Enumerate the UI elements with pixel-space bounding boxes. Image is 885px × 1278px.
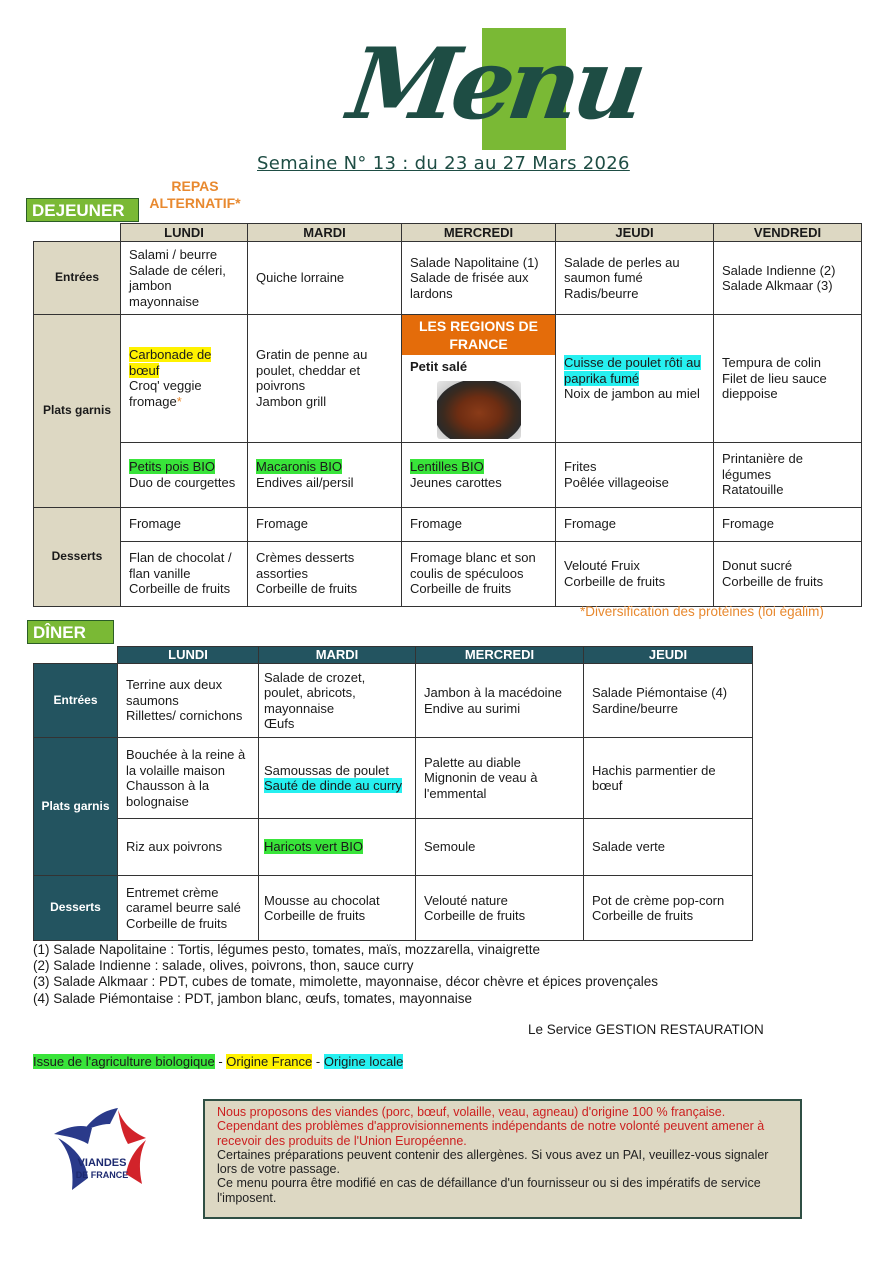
menu-cell [416, 738, 584, 819]
dish-origine-locale: Sauté de dinde au curry [264, 778, 403, 793]
row-label-entrees: Entrées [34, 242, 121, 315]
dish: Terrine aux deux saumons [126, 677, 223, 708]
day-header: MARDI [248, 224, 402, 242]
menu-cell [402, 442, 556, 507]
dish: Corbeille de fruits [410, 581, 512, 597]
dejeuner-fromage-row [34, 507, 862, 541]
dish: Salade Alkmaar (3) [722, 278, 833, 293]
protein-note: *Diversification des protéines (loi égalim) [580, 604, 824, 619]
dish [129, 347, 239, 378]
diner-plats-row [34, 738, 753, 819]
dish [256, 459, 393, 475]
dish: Sardine/beurre [592, 700, 678, 716]
dejeuner-entrees-row [34, 242, 862, 315]
menu-cell [556, 315, 714, 443]
dish: Corbeille de fruits [256, 581, 358, 597]
menu-cell [584, 876, 753, 941]
menu-cell [118, 876, 259, 941]
dish: Salade de frisée aux lardons [410, 270, 529, 301]
dish: Rillettes/ cornichons [126, 708, 243, 724]
dish: Mignonin de veau à l'emmental [424, 770, 538, 801]
menu-cell [259, 738, 416, 819]
dish: Flan de chocolat / flan vanille [129, 550, 232, 581]
dish: Ratatouille [722, 482, 784, 498]
menu-cell: Fromage [248, 507, 402, 541]
day-header: LUNDI [121, 224, 248, 242]
service-signature: Le Service GESTION RESTAURATION [528, 1022, 764, 1037]
day-header: MERCREDI [416, 647, 584, 664]
notice-box [203, 1099, 802, 1219]
dish: Filet de lieu sauce dieppoise [722, 370, 827, 401]
menu-cell [402, 242, 556, 315]
dish [264, 778, 407, 794]
dish: Tempura de colin [722, 355, 821, 370]
dish: Hachis parmentier de bœuf [592, 762, 716, 793]
menu-cell [248, 442, 402, 507]
dish: Jeunes carottes [410, 474, 502, 490]
day-header: LUNDI [118, 647, 259, 664]
day-header: VENDREDI [714, 224, 862, 242]
logo-red-stroke [126, 1140, 146, 1184]
dish: Samoussas de poulet [264, 762, 390, 778]
menu-cell [121, 242, 248, 315]
menu-cell [402, 541, 556, 606]
dish [129, 378, 239, 409]
legend [33, 1054, 403, 1069]
alternative-star: * [176, 393, 182, 409]
header-blank [34, 224, 121, 242]
menu-cell [118, 664, 259, 738]
row-label-desserts: Desserts [34, 876, 118, 941]
menu-cell: Fromage [402, 507, 556, 541]
menu-cell [714, 442, 862, 507]
dish: Salade de céleri, jambon mayonnaise [129, 262, 226, 309]
dejeuner-label: DEJEUNER [26, 198, 139, 222]
menu-cell [714, 541, 862, 606]
footnote: (4) Salade Piémontaise : PDT, jambon blanc, œufs, tomates, mayonnaise [33, 990, 472, 1006]
diner-desserts-row [34, 876, 753, 941]
dish: Entremet crème caramel beurre salé [126, 884, 241, 916]
menu-cell [121, 541, 248, 606]
repas-alt-line: ALTERNATIF* [149, 195, 241, 211]
menu-cell [248, 541, 402, 606]
menu-cell [556, 442, 714, 507]
menu-cell [259, 876, 416, 941]
menu-cell [402, 315, 556, 443]
dish-origine-france: Carbonade de bœuf [129, 347, 212, 378]
dish: Endive au surimi [424, 700, 521, 716]
legend-france: Origine France [226, 1054, 313, 1069]
menu-cell [556, 541, 714, 606]
menu-cell [416, 876, 584, 941]
dish: Salade de crozet, poulet, abricots, mayonnaise [264, 669, 366, 716]
dish [129, 459, 239, 475]
menu-cell [259, 664, 416, 738]
dish: Crèmes desserts assorties [256, 550, 355, 581]
week-title: Semaine N° 13 : du 23 au 27 Mars 2026 [257, 153, 630, 174]
dish [410, 459, 547, 475]
dish: Salami / beurre [129, 247, 218, 262]
day-header: JEUDI [584, 647, 753, 664]
notice-changes: Ce menu pourra être modifié en cas de défaillance d'un fournisseur ou si des impératifs de service l'imposent. [217, 1176, 761, 1205]
diner-label: DÎNER [27, 620, 114, 644]
dish: Jambon grill [256, 393, 327, 409]
diner-header-row [34, 647, 753, 664]
row-label-entrees: Entrées [34, 664, 118, 738]
menu-cell [584, 664, 753, 738]
logo-red-stroke [118, 1110, 146, 1144]
dish: Poêlée villageoise [564, 474, 669, 490]
menu-cell [259, 819, 416, 876]
dish: Palette au diable [424, 754, 521, 770]
dish: Salade de perles au saumon fumé [564, 254, 680, 286]
dish: Gratin de penne au poulet, cheddar et poivrons [256, 347, 368, 394]
logo-text-line2: DE FRANCE [75, 1170, 129, 1180]
menu-cell: Riz aux poivrons [118, 819, 259, 876]
menu-cell [714, 242, 862, 315]
dish: Donut sucré [722, 558, 793, 573]
menu-cell [714, 315, 862, 443]
dejeuner-plats-row [34, 315, 862, 443]
footnote: (2) Salade Indienne : salade, olives, poivrons, thon, sauce curry [33, 958, 414, 974]
legend-sep: - [214, 1054, 227, 1069]
dish [564, 355, 705, 386]
dejeuner-garnitures-row [34, 442, 862, 507]
dish: Velouté nature [424, 892, 508, 908]
dish: Velouté Fruix [564, 558, 640, 573]
dish-bio: Haricots vert BIO [264, 839, 363, 855]
dish: Salade Napolitaine (1) [410, 254, 539, 270]
dish: Corbeille de fruits [722, 573, 824, 589]
dish: Frites [564, 459, 597, 474]
day-header: MARDI [259, 647, 416, 664]
row-label-plats: Plats garnis [34, 738, 118, 876]
dejeuner-header-row [34, 224, 862, 242]
menu-cell: Semoule [416, 819, 584, 876]
menu-cell: Fromage [121, 507, 248, 541]
row-label-plats: Plats garnis [34, 315, 121, 508]
dish-origine-locale: Cuisse de poulet rôti au paprika fumé [564, 355, 701, 386]
notice-origin: Nous proposons des viandes (porc, bœuf, volaille, veau, agneau) d'origine 100 % française. Cependant des problèmes d'approvisionnements indépendants de notre volonté peuvent amener à recevoir des produits de l'Union Européenne. [217, 1105, 765, 1148]
footnote: (3) Salade Alkmaar : PDT, cubes de tomate, mimolette, mayonnaise, décor chèvre et épices provençales [33, 974, 659, 990]
dish-bio: Macaronis BIO [256, 459, 342, 474]
dish: Pot de crème pop-corn [592, 892, 725, 908]
menu-cell: Fromage [556, 507, 714, 541]
dish: Corbeille de fruits [592, 908, 694, 923]
dish-text: Croq' veggie fromage [129, 378, 202, 409]
menu-cell [118, 738, 259, 819]
day-header: JEUDI [556, 224, 714, 242]
dish: Corbeille de fruits [126, 915, 228, 931]
footnote: (1) Salade Napolitaine : Tortis, légumes pesto, tomates, maïs, mozzarella, vinaigrette [33, 942, 540, 957]
logo-text-line1: VIANDES [77, 1157, 127, 1169]
header-blank [34, 647, 118, 664]
footnotes [33, 942, 658, 1007]
viandes-de-france-logo [48, 1104, 154, 1196]
dish: Bouchée à la reine à la volaille maison [126, 747, 246, 778]
menu-cell [121, 315, 248, 443]
dejeuner-desserts-row [34, 541, 862, 606]
dish-bio: Petits pois BIO [129, 459, 215, 474]
repas-alt-line: REPAS [171, 178, 219, 194]
logo-blue-stroke [84, 1108, 118, 1130]
dish: Jambon à la macédoine [424, 685, 563, 700]
dish: Printanière de légumes [722, 451, 803, 482]
dish: Corbeille de fruits [424, 908, 526, 923]
menu-cell [248, 315, 402, 443]
dish-bio: Lentilles BIO [410, 459, 484, 474]
dish: Salade Indienne (2) [722, 262, 836, 278]
dejeuner-table [33, 223, 862, 607]
menu-logo: Menu [341, 27, 648, 142]
dish: Radis/beurre [564, 285, 639, 301]
menu-cell [584, 738, 753, 819]
dish: Fromage blanc et son coulis de spéculoos [410, 550, 536, 581]
legend-sep: - [312, 1054, 324, 1069]
dish: Œufs [264, 716, 295, 731]
dish: Quiche lorraine [256, 270, 345, 286]
dish: Noix de jambon au miel [564, 386, 700, 401]
menu-cell [248, 242, 402, 315]
petit-sale-photo [437, 381, 521, 439]
diner-entrees-row [34, 664, 753, 738]
dish: Salade Piémontaise (4) [592, 685, 728, 700]
dish: Corbeille de fruits [264, 908, 366, 923]
row-label-desserts: Desserts [34, 507, 121, 606]
dish: Chausson à la bolognaise [126, 778, 210, 809]
repas-alternatif-label [140, 178, 250, 212]
dish: Corbeille de fruits [564, 573, 666, 589]
menu-cell [556, 242, 714, 315]
menu-cell [416, 664, 584, 738]
diner-table [33, 646, 753, 941]
legend-bio: Issue de l'agriculture biologique [33, 1054, 215, 1069]
notice-allergens: Certaines préparations peuvent contenir des allergènes. Si vous avez un PAI, veuillez-vous signaler lors de votre passage. [217, 1147, 769, 1177]
menu-cell: Fromage [714, 507, 862, 541]
dish: Endives ail/persil [256, 474, 354, 490]
dish: Petit salé [410, 359, 468, 374]
dish: Duo de courgettes [129, 474, 236, 490]
dish: Corbeille de fruits [129, 581, 231, 597]
diner-garnitures-row [34, 819, 753, 876]
legend-locale: Origine locale [323, 1054, 404, 1069]
dish: Mousse au chocolat [264, 892, 380, 908]
menu-cell [121, 442, 248, 507]
day-header: MERCREDI [402, 224, 556, 242]
menu-cell: Salade verte [584, 819, 753, 876]
regions-banner: LES REGIONS DE FRANCE [402, 315, 555, 355]
